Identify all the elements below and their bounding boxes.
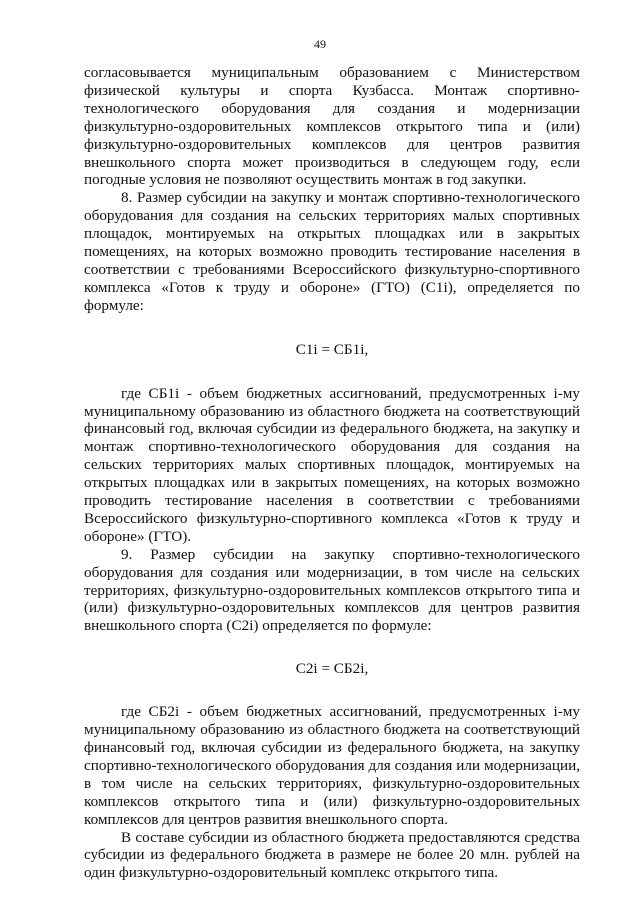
- paragraph-sb1-definition: где СБ1i - объем бюджетных ассигнований, предусмотренных i-му муниципальному образованию из областного бюджета на соответствующий финансовый год, включая субсидии из федерального бюджета, на закупку и монтаж спортивно-технологического оборудования для создания на сельских территориях малых спортивных площадок, монтируемых на открытых площадках или в закрытых помещениях, на которых возможно проводить тестирование населения в соответствии с требованиями Всероссийского физкультурно-спортивного комплекса «Готов к труду и обороне» (ГТО).: [84, 384, 580, 545]
- paragraph-continuation: согласовывается муниципальным образованием с Министерством физической культуры и спорта Кузбасса. Монтаж спортивно-технологического оборудования для создания и модернизации физкультурно-оздоровительных комплексов открытого типа и (или) физкультурно-оздоровительных комплексов для центров развития внешкольного спорта может производиться в следующем году, если погодные условия не позволяют осуществить монтаж в год закупки.: [84, 64, 580, 189]
- paragraph-item-8: 8. Размер субсидии на закупку и монтаж спортивно-технологического оборудования для создания на сельских территориях малых спортивных площадок, монтируемых на открытых площадках или в закрытых помещениях, на которых возможно проводить тестирование населения в соответствии с требованиями Всероссийского физкультурно-спортивного комплекса «Готов к труду и обороне» (ГТО) (C1i), определяется по формуле:: [84, 189, 580, 314]
- formula-c2: C2i = СБ2i,: [295, 660, 369, 678]
- formula-c1: C1i = СБ1i,: [295, 340, 369, 358]
- document-body: [84, 64, 580, 882]
- paragraph-item-9: 9. Размер субсидии на закупку спортивно-технологического оборудования для создания или модернизации, в том числе на сельских территориях, физкультурно-оздоровительных комплексов открытого типа и (или) физкультурно-оздоровительных комплексов для центров развития внешкольного спорта (C2i) определяется по формуле:: [84, 545, 580, 635]
- paragraph-federal-subsidy: В составе субсидии из областного бюджета предоставляются средства субсидии из федерального бюджета в размере не более 20 млн. рублей на один физкультурно-оздоровительный комплекс открытого типа.: [84, 828, 580, 882]
- paragraph-sb2-definition: где СБ2i - объем бюджетных ассигнований, предусмотренных i-му муниципальному образованию из областного бюджета на соответствующий финансовый год, включая субсидии из федерального бюджета, на закупку спортивно-технологического оборудования для создания или модернизации, в том числе на сельских территориях, физкультурно-оздоровительных комплексов открытого типа и (или) физкультурно-оздоровительных комплексов для центров развития внешкольного спорта.: [84, 703, 580, 828]
- page-number: 49: [314, 37, 326, 51]
